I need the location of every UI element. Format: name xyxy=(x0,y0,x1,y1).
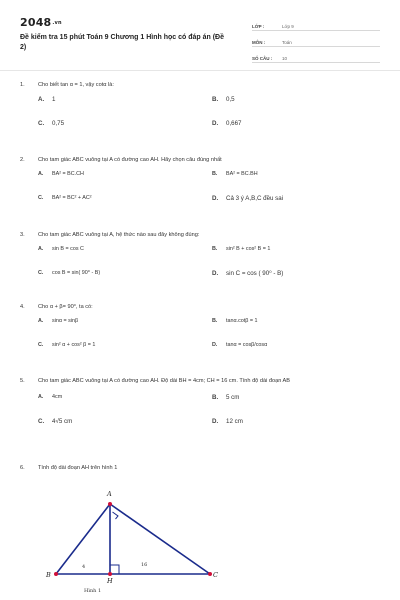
option-text: cos B = sin( 90⁰ - B) xyxy=(52,270,101,276)
question-text: Tính độ dài đoạn AH trên hình 1 xyxy=(38,465,118,471)
point-c xyxy=(208,572,212,576)
question-text: Cho α + β= 90⁰, ta có: xyxy=(38,304,93,310)
options xyxy=(20,394,380,440)
option-text: 4√5 cm xyxy=(52,418,73,425)
option-c[interactable] xyxy=(38,418,72,425)
meta-key-class: LỚP : xyxy=(252,24,265,29)
question-text: Cho tam giác ABC vuông tại A có đường cao AH. Độ dài BH = 4cm; CH = 16 cm. Tính độ dài đoạn AB xyxy=(38,378,291,384)
option-b[interactable] xyxy=(212,318,258,324)
logo-text: 2048 xyxy=(20,16,52,29)
question-head xyxy=(20,231,380,240)
option-key: B. xyxy=(212,171,218,177)
option-text: Cả 3 ý A,B,C đều sai xyxy=(226,195,284,202)
page-header xyxy=(20,16,380,72)
option-text: 4cm xyxy=(52,394,63,400)
option-d[interactable] xyxy=(212,195,283,202)
option-text: sin² α + cos² β = 1 xyxy=(52,342,96,348)
option-d[interactable] xyxy=(212,418,243,425)
question-text: Cho tam giác ABC vuông tại A, hệ thức nào sau đây không đúng: xyxy=(38,232,200,238)
option-b[interactable] xyxy=(212,96,235,103)
site-logo[interactable] xyxy=(20,16,62,29)
option-a[interactable] xyxy=(38,246,84,252)
question-1 xyxy=(20,81,380,142)
option-key: C. xyxy=(38,120,45,127)
option-key: B. xyxy=(212,394,219,401)
option-c[interactable] xyxy=(38,270,100,276)
triangle-diagram xyxy=(40,488,230,600)
option-text: tanα = cosβ/cosα xyxy=(226,342,268,348)
question-text: Cho biết tan α = 1, vậy cotα là: xyxy=(38,82,114,88)
option-d[interactable] xyxy=(212,270,283,277)
option-key: D. xyxy=(212,120,219,127)
option-key: A. xyxy=(38,171,44,177)
point-a xyxy=(108,502,112,506)
option-text: 1 xyxy=(52,96,56,103)
meta-key-subject: MÔN : xyxy=(252,40,266,45)
option-key: A. xyxy=(38,394,44,400)
question-head xyxy=(20,377,380,386)
option-text: 12 cm xyxy=(226,418,243,425)
option-c[interactable] xyxy=(38,120,64,127)
point-b xyxy=(54,572,58,576)
length-bh: 4 xyxy=(82,564,86,570)
option-text: 5 cm xyxy=(226,394,240,401)
question-4 xyxy=(20,303,380,364)
option-text: sinα = sinβ xyxy=(52,318,79,324)
option-key: B. xyxy=(212,318,218,324)
option-b[interactable] xyxy=(212,394,239,401)
option-text: sin² B + cos² B = 1 xyxy=(226,246,271,252)
page-title: Đề kiểm tra 15 phút Toán 9 Chương 1 Hình học có đáp án (Đề 2) xyxy=(20,34,224,51)
option-text: sin C = cos ( 90⁰ - B) xyxy=(226,270,284,277)
right-angle-mark-a xyxy=(113,512,119,519)
triangle-figure xyxy=(40,488,230,600)
question-3 xyxy=(20,231,380,292)
option-key: C. xyxy=(38,342,44,348)
option-c[interactable] xyxy=(38,342,95,348)
option-text: 0,5 xyxy=(226,96,235,103)
options xyxy=(20,171,380,217)
option-text: 0,667 xyxy=(226,120,242,127)
option-text: tanα.cotβ = 1 xyxy=(226,318,258,324)
label-b: B xyxy=(46,571,51,579)
meta-val-count: 10 xyxy=(282,56,288,61)
option-key: D. xyxy=(212,195,219,202)
option-text: sin B = cos C xyxy=(52,246,84,252)
length-hc: 16 xyxy=(141,562,148,568)
question-head xyxy=(20,81,380,90)
question-number: 2. xyxy=(20,157,25,163)
option-b[interactable] xyxy=(212,171,258,177)
option-key: A. xyxy=(38,318,44,324)
label-a: A xyxy=(107,490,112,498)
logo-tld: .vn xyxy=(52,20,62,26)
question-number: 6. xyxy=(20,465,25,471)
option-a[interactable] xyxy=(38,318,78,324)
question-text: Cho tam giác ABC vuông tại A có đường cao AH. Hãy chọn câu đúng nhất xyxy=(38,157,222,163)
option-key: C. xyxy=(38,418,45,425)
question-number: 3. xyxy=(20,232,25,238)
meta-row-class xyxy=(252,18,380,31)
question-head xyxy=(20,464,380,473)
quiz-meta xyxy=(252,18,380,66)
option-text: BA² = BC² + AC² xyxy=(52,195,92,201)
question-number: 4. xyxy=(20,304,25,310)
option-key: C. xyxy=(38,195,44,201)
option-key: A. xyxy=(38,96,45,103)
segment-ac xyxy=(110,504,210,574)
header-divider xyxy=(0,70,400,71)
options xyxy=(20,318,380,364)
meta-key-count: SỐ CÂU : xyxy=(252,56,273,61)
label-h: H xyxy=(107,577,113,585)
option-key: B. xyxy=(212,246,218,252)
meta-row-count xyxy=(252,50,380,63)
options xyxy=(20,96,380,142)
question-number: 1. xyxy=(20,82,25,88)
option-b[interactable] xyxy=(212,246,270,252)
label-c: C xyxy=(213,571,218,579)
option-key: A. xyxy=(38,246,44,252)
option-key: D. xyxy=(212,418,219,425)
figure-caption: Hình 1 xyxy=(84,588,102,594)
option-c[interactable] xyxy=(38,195,92,201)
meta-val-class: Lớp 9 xyxy=(282,24,294,29)
option-text: BA² = BC.CH xyxy=(52,171,84,177)
question-head xyxy=(20,156,380,165)
option-key: D. xyxy=(212,342,218,348)
option-key: D. xyxy=(212,270,219,277)
point-h xyxy=(108,572,112,576)
question-2 xyxy=(20,156,380,217)
question-number: 5. xyxy=(20,378,25,384)
option-a[interactable] xyxy=(38,96,55,103)
option-text: BA² = BC.BH xyxy=(226,171,258,177)
question-head xyxy=(20,303,380,312)
meta-val-subject: Toán xyxy=(282,40,292,45)
option-d[interactable] xyxy=(212,342,267,348)
option-d[interactable] xyxy=(212,120,241,127)
option-a[interactable] xyxy=(38,394,62,400)
question-5 xyxy=(20,377,380,440)
options xyxy=(20,246,380,292)
meta-row-subject xyxy=(252,34,380,47)
option-a[interactable] xyxy=(38,171,84,177)
question-6 xyxy=(20,464,380,473)
option-text: 0,75 xyxy=(52,120,65,127)
option-key: B. xyxy=(212,96,219,103)
option-key: C. xyxy=(38,270,44,276)
